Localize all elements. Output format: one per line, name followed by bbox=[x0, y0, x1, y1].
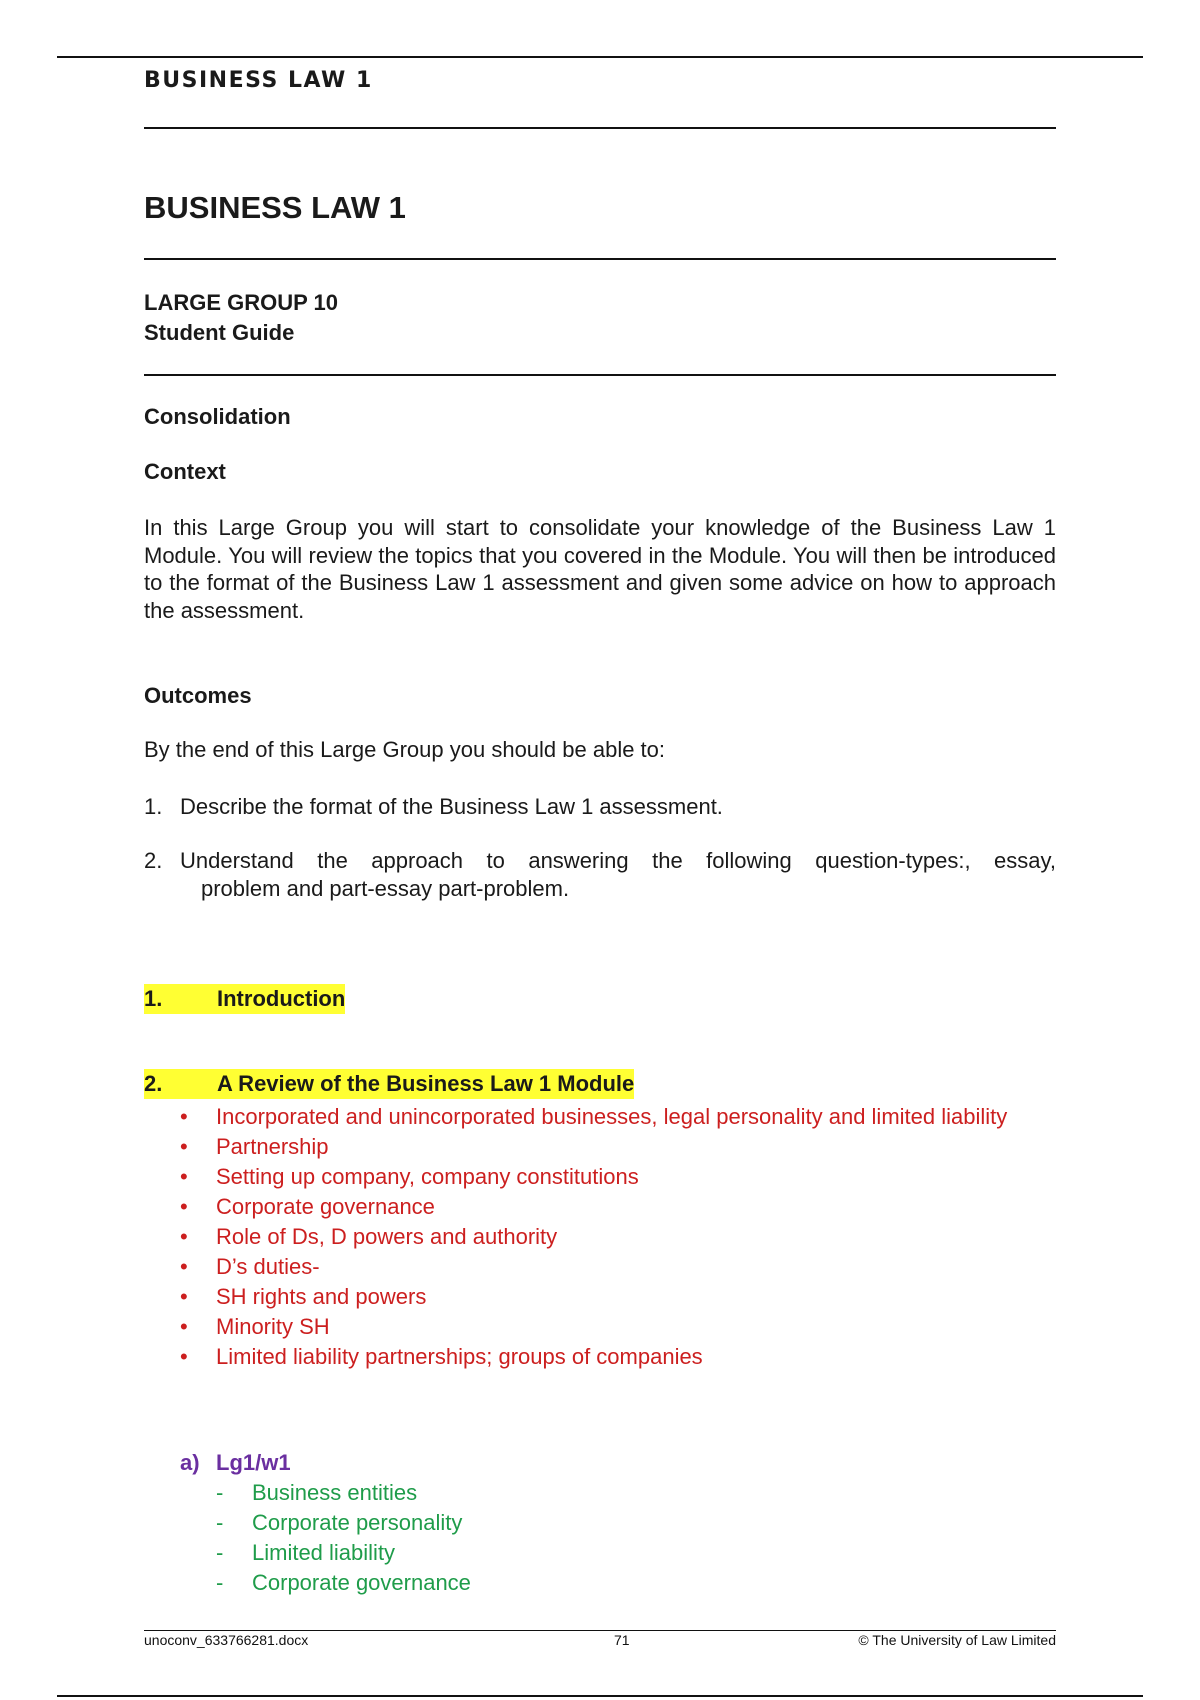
list-item: • Role of Ds, D powers and authority bbox=[180, 1222, 1056, 1252]
outcome-text-line1: Understand the approach to answering the following question-types:, essay, bbox=[180, 848, 1056, 873]
subsection-heading bbox=[180, 1448, 291, 1478]
list-item: - Business entities bbox=[216, 1478, 471, 1508]
session-label: LARGE GROUP 10 bbox=[144, 290, 338, 315]
list-item: - Corporate personality bbox=[216, 1508, 471, 1538]
bullet-icon: • bbox=[180, 1164, 188, 1189]
outcome-item bbox=[144, 793, 1056, 821]
bullet-icon: • bbox=[180, 1194, 188, 1219]
title-divider bbox=[144, 258, 1056, 260]
outcome-text: Describe the format of the Business Law 1 assessment. bbox=[180, 794, 723, 819]
guide-label: Student Guide bbox=[144, 320, 295, 345]
footer-divider bbox=[144, 1630, 1056, 1631]
section-number: 2. bbox=[144, 1071, 163, 1096]
section-title: Introduction bbox=[217, 986, 346, 1011]
list-item: • Partnership bbox=[180, 1132, 1056, 1162]
bullet-icon: • bbox=[180, 1134, 188, 1159]
list-item: • Limited liability partnerships; groups of companies bbox=[180, 1342, 1056, 1372]
outcome-text-line2: problem and part-essay part-problem. bbox=[201, 876, 570, 901]
dash-icon: - bbox=[216, 1540, 224, 1565]
document-title: BUSINESS LAW 1 bbox=[144, 190, 406, 225]
page-bottom-rule bbox=[57, 1695, 1143, 1697]
section-number: 1. bbox=[144, 986, 163, 1011]
dash-icon: - bbox=[216, 1480, 224, 1505]
review-topic-list bbox=[180, 1102, 1056, 1372]
context-paragraph: In this Large Group you will start to consolidate your knowledge of the Business Law 1 Module. You will review the topics that you covered in the Module. You will then be introduced to the format of the Business Law 1 assessment and given some advice on how to approach the assessment. bbox=[144, 515, 1056, 623]
session-info bbox=[144, 288, 338, 348]
page-footer bbox=[144, 1632, 1056, 1650]
list-item: • Setting up company, company constitutions bbox=[180, 1162, 1056, 1192]
running-header-title: BUSINESS LAW 1 bbox=[144, 68, 373, 93]
list-item: • SH rights and powers bbox=[180, 1282, 1056, 1312]
outcomes-heading: Outcomes bbox=[144, 683, 252, 708]
page-top-rule bbox=[57, 56, 1143, 58]
bullet-icon: • bbox=[180, 1254, 188, 1279]
subsection-topic-list bbox=[216, 1478, 471, 1598]
footer-copyright: © The University of Law Limited bbox=[858, 1632, 1056, 1648]
section-title: A Review of the Business Law 1 Module bbox=[217, 1071, 635, 1096]
session-divider bbox=[144, 374, 1056, 376]
section-heading-review bbox=[144, 1069, 634, 1099]
list-item: • Minority SH bbox=[180, 1312, 1056, 1342]
outcomes-intro: By the end of this Large Group you should be able to: bbox=[144, 737, 666, 762]
list-item: • D’s duties- bbox=[180, 1252, 1056, 1282]
bullet-icon: • bbox=[180, 1284, 188, 1309]
context-heading: Context bbox=[144, 459, 226, 484]
subsection-title: Lg1/w1 bbox=[216, 1450, 291, 1475]
outcome-item bbox=[144, 847, 1056, 903]
footer-page-number: 71 bbox=[614, 1632, 630, 1648]
bullet-icon: • bbox=[180, 1104, 188, 1129]
footer-filename: unoconv_633766281.docx bbox=[144, 1632, 309, 1648]
section-heading-introduction bbox=[144, 984, 345, 1014]
subsection-letter: a) bbox=[180, 1450, 200, 1475]
list-item: • Incorporated and unincorporated businesses, legal personality and limited liability bbox=[180, 1102, 1056, 1132]
list-item: - Corporate governance bbox=[216, 1568, 471, 1598]
outcome-number: 2. bbox=[144, 848, 163, 873]
topic-heading: Consolidation bbox=[144, 404, 291, 429]
list-item: • Corporate governance bbox=[180, 1192, 1056, 1222]
bullet-icon: • bbox=[180, 1224, 188, 1249]
list-item: - Limited liability bbox=[216, 1538, 471, 1568]
bullet-icon: • bbox=[180, 1344, 188, 1369]
header-divider bbox=[144, 127, 1056, 129]
bullet-icon: • bbox=[180, 1314, 188, 1339]
outcome-number: 1. bbox=[144, 794, 163, 819]
dash-icon: - bbox=[216, 1570, 224, 1595]
dash-icon: - bbox=[216, 1510, 224, 1535]
